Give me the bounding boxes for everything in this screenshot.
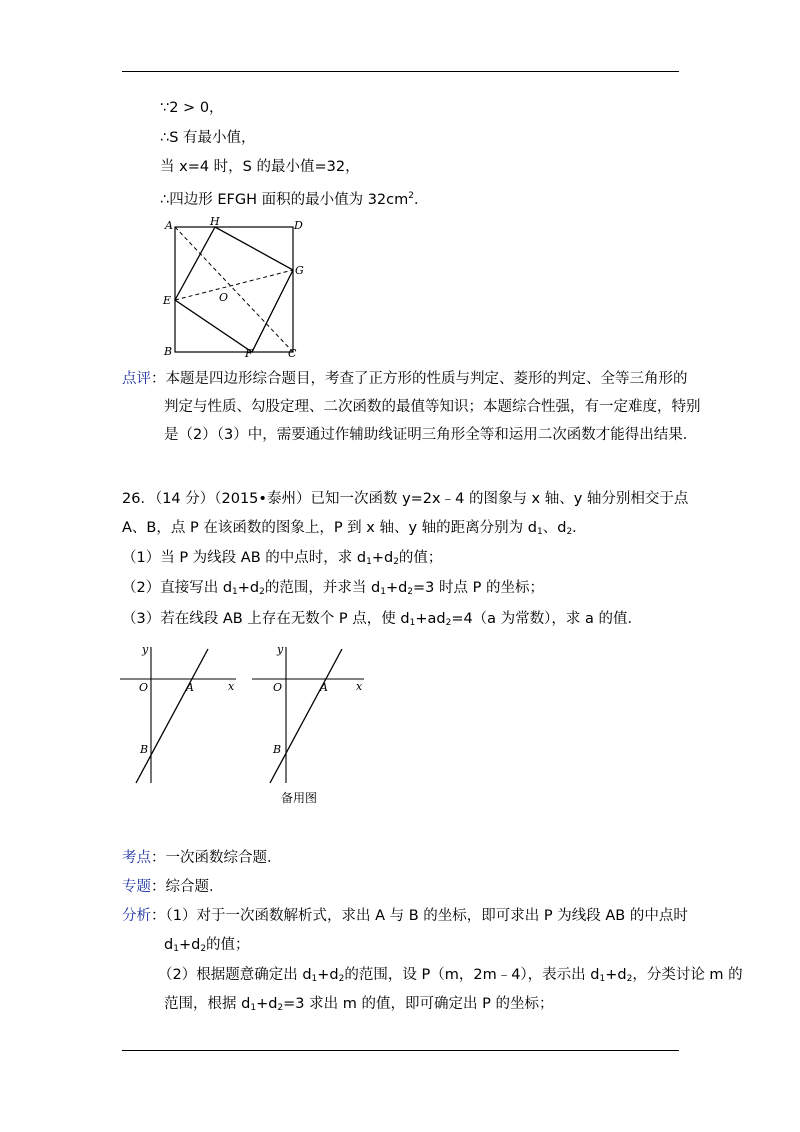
label-B: B xyxy=(164,345,173,358)
label-H: H xyxy=(210,215,220,228)
axis-y-label: y xyxy=(142,643,149,656)
zhuanti-line: 专题：综合题． xyxy=(122,879,224,895)
axis-x-label: x xyxy=(356,680,363,693)
footer-rule xyxy=(122,1050,679,1051)
label-A: A xyxy=(165,219,173,232)
question-26-line-2: A、B，点 P 在该函数的图象上，P 到 x 轴、y 轴的距离分别为 $d_1$、$d_2$． xyxy=(122,520,587,537)
zhuanti-tag: 专题 xyxy=(122,879,151,895)
header-rule xyxy=(122,71,679,72)
kaodian-tag: 考点 xyxy=(122,850,151,866)
comment-tag: 点评 xyxy=(122,371,151,387)
kaodian-line: 考点：一次函数综合题． xyxy=(122,850,282,866)
question-26-part-2: （2）直接写出 $d_1+d_2$的范围，并求当 $d_1+d_2=3$ 时点 P 的坐标； xyxy=(122,580,544,597)
label-E: E xyxy=(163,294,172,307)
axis-y-label: y xyxy=(277,643,284,656)
fenxi-line-1: 分析：（1）对于一次函数解析式，求出 A 与 B 的坐标，即可求出 P 为线段 AB 的中点时 xyxy=(122,908,688,924)
figure-caption: 备用图 xyxy=(281,791,318,805)
label-G: G xyxy=(295,264,304,277)
point-a-label: A xyxy=(320,681,328,694)
coordinate-figure-right xyxy=(250,643,375,788)
origin-label: O xyxy=(273,681,283,694)
fenxi-line-4: 范围，根据 $d_1+d_2=3$ 求出 m 的值，即可确定出 P 的坐标； xyxy=(164,996,554,1013)
point-a-label: A xyxy=(186,681,194,694)
label-C: C xyxy=(288,347,297,360)
label-D: D xyxy=(294,219,303,232)
axis-x-label: x xyxy=(228,680,235,693)
comment-line-3: 是（2）（3）中，需要通过作辅助线证明三角形全等和运用二次函数才能得出结果． xyxy=(164,427,698,443)
question-26-part-3: （3）若在线段 AB 上存在无数个 P 点，使 $d_1+ad_2=4(a$ 为常数），求 a 的值． xyxy=(122,611,643,628)
solution-line-2: ∴S 有最小值， xyxy=(160,130,256,146)
fenxi-tag: 分析 xyxy=(122,908,151,924)
solution-line-4: ∴四边形 EFGH 面积的最小值为 $32cm^2$． xyxy=(160,191,429,208)
origin-label: O xyxy=(139,681,149,694)
question-26-head: 26．（14 分）（2015•泰州）已知一次函数 y=2x﹣4 的图象与 x 轴、y 轴分别相交于点 xyxy=(122,491,689,507)
fenxi-line-3: （2）根据题意确定出 $d_1+d_2$的范围，设 P（m，2m﹣4），表示出 $d_1+d_2$，分类讨论 m 的 xyxy=(158,967,743,984)
comment-line-1: 点评：本题是四边形综合题目，考查了正方形的性质与判定、菱形的判定、全等三角形的 xyxy=(122,371,688,387)
label-O: O xyxy=(219,291,229,304)
fenxi-line-2: $d_1+d_2$的值； xyxy=(164,937,250,954)
solution-line-3: 当 x=4 时，S 的最小值=32， xyxy=(160,159,360,175)
label-F: F xyxy=(245,347,253,360)
solution-line-1: ∵2 > 0， xyxy=(160,100,224,116)
coordinate-figure-left xyxy=(118,643,243,788)
question-26-part-1: （1）当 P 为线段 AB 的中点时，求 $d_1+d_2$的值； xyxy=(122,550,443,567)
point-b-label: B xyxy=(140,743,149,756)
point-b-label: B xyxy=(273,743,282,756)
comment-line-2: 判定与性质、勾股定理、二次函数的最值等知识；本题综合性强，有一定难度，特别 xyxy=(164,399,701,415)
square-efgh-figure xyxy=(160,215,310,360)
